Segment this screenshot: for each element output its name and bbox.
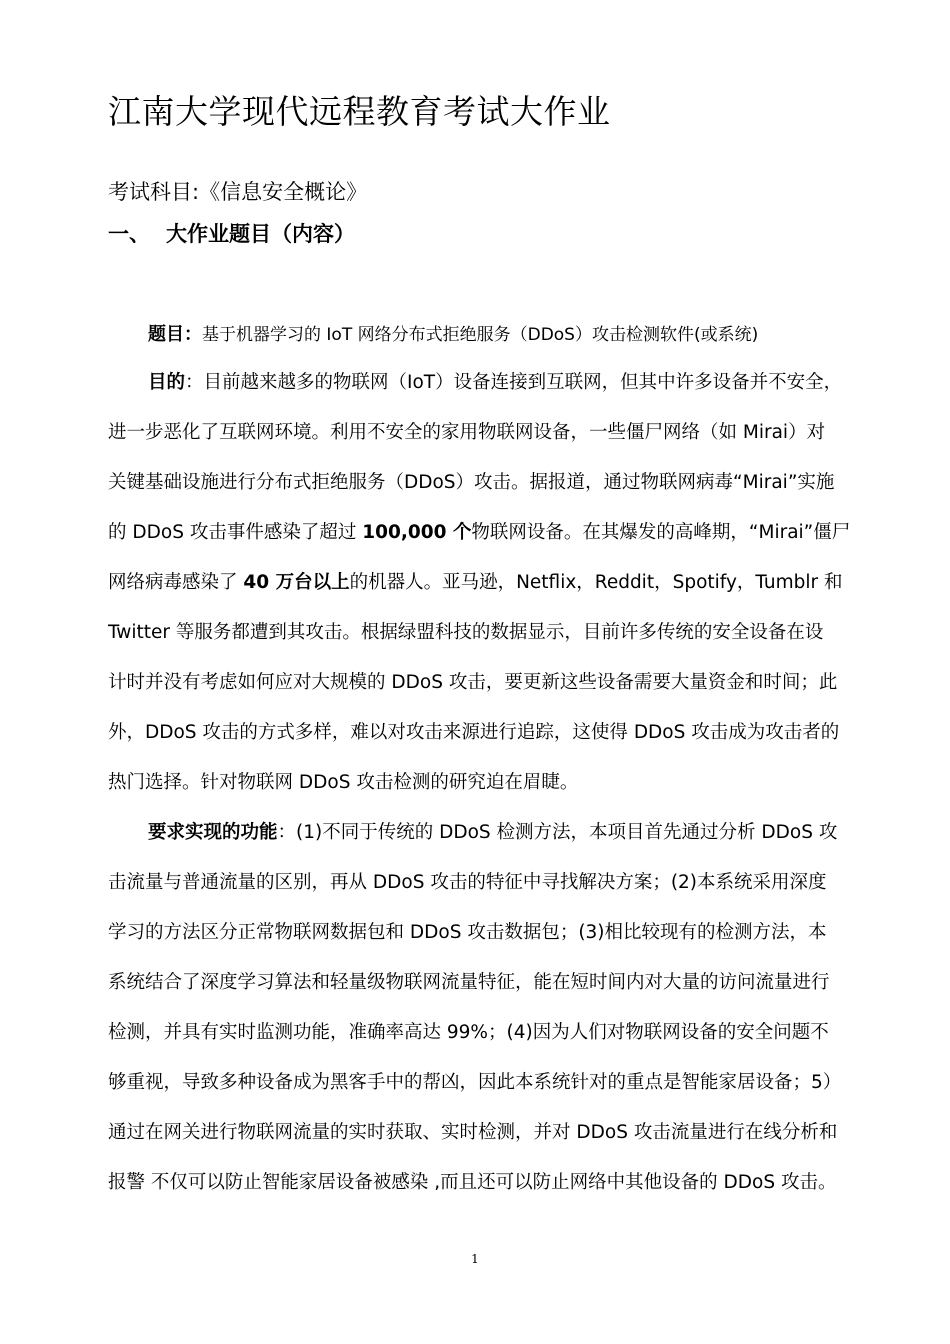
function-label: 要求实现的功能 [148, 822, 278, 843]
text-line: 外，DDoS 攻击的方式多样，难以对攻击来源进行追踪，这使得 DDoS 攻击成为攻击者的 [108, 722, 840, 743]
purpose-paragraph [108, 358, 853, 808]
text-run: 网络病毒感染了 [108, 572, 244, 593]
text-run: 的 DDoS 攻击事件感染了超过 [108, 522, 363, 543]
topic-label: 题目： [148, 324, 202, 345]
text-line: 系统结合了深度学习算法和轻量级物联网流量特征，能在短时间内对大量的访问流量进行 [108, 972, 830, 993]
text-line: 报警 不仅可以防止智能家居设备被感染 ,而且还可以防止网络中其他设备的 DDoS 攻击。 [108, 1172, 837, 1193]
text-line [108, 808, 853, 858]
section-heading [108, 218, 355, 248]
text-line: Twitter 等服务都遭到其攻击。根据绿盟科技的数据显示，目前许多传统的安全设备在设 [108, 622, 824, 643]
text-run: ：(1)不同于传统的 DDoS 检测方法，本项目首先通过分析 DDoS 攻 [277, 822, 838, 843]
text-run: 物联网设备。在其爆发的高峰期，“Mirai”僵尸 [471, 522, 851, 543]
text-line: 计时并没有考虑如何应对大规模的 DDoS 攻击，要更新这些设备需要大量资金和时间；此 [108, 672, 838, 693]
section-number: 一、 [108, 222, 150, 246]
topic-line [148, 320, 758, 346]
text-run: ：目前越来越多的物联网（IoT）设备连接到互联网，但其中许多设备并不安全， [185, 372, 843, 393]
section-title: 大作业题目（内容） [166, 222, 355, 246]
purpose-label: 目的 [148, 372, 186, 393]
bold-figure: 40 万台以上 [243, 572, 350, 593]
text-line: 学习的方法区分正常物联网数据包和 DDoS 攻击数据包；(3)相比较现有的检测方法，本 [108, 922, 827, 943]
page-number: 1 [471, 1252, 479, 1266]
text-line: 击流量与普通流量的区别，再从 DDoS 攻击的特征中寻找解决方案；(2)本系统采用深度 [108, 872, 827, 893]
text-line [108, 358, 853, 408]
text-line: 进一步恶化了互联网环境。利用不安全的家用物联网设备，一些僵尸网络（如 Mirai）对 [108, 422, 826, 443]
function-paragraph [108, 808, 853, 1208]
text-line: 关键基础设施进行分布式拒绝服务（DDoS）攻击。据报道，通过物联网病毒“Mirai”实施 [108, 472, 835, 493]
page-title: 江南大学现代远程教育考试大作业 [108, 92, 611, 131]
text-line: 检测，并具有实时监测功能，准确率高达 99%；(4)因为人们对物联网设备的安全问题不 [108, 1022, 829, 1043]
exam-subject: 考试科目:《信息安全概论》 [108, 180, 368, 204]
text-line: 热门选择。针对物联网 DDoS 攻击检测的研究迫在眉睫。 [108, 772, 579, 793]
text-line: 通过在网关进行物联网流量的实时获取、实时检测，并对 DDoS 攻击流量进行在线分析和 [108, 1122, 838, 1143]
text-run: 的机器人。亚马逊，Netflix，Reddit，Spotify，Tumblr 和 [349, 572, 843, 593]
text-line: 够重视，导致多种设备成为黑客手中的帮凶，因此本系统针对的重点是智能家居设备；5） [108, 1072, 842, 1093]
topic-text: 基于机器学习的 IoT 网络分布式拒绝服务（DDoS）攻击检测软件(或系统) [202, 325, 759, 345]
bold-figure: 100,000 个 [362, 522, 472, 543]
text-line [108, 558, 853, 608]
text-line [108, 508, 853, 558]
